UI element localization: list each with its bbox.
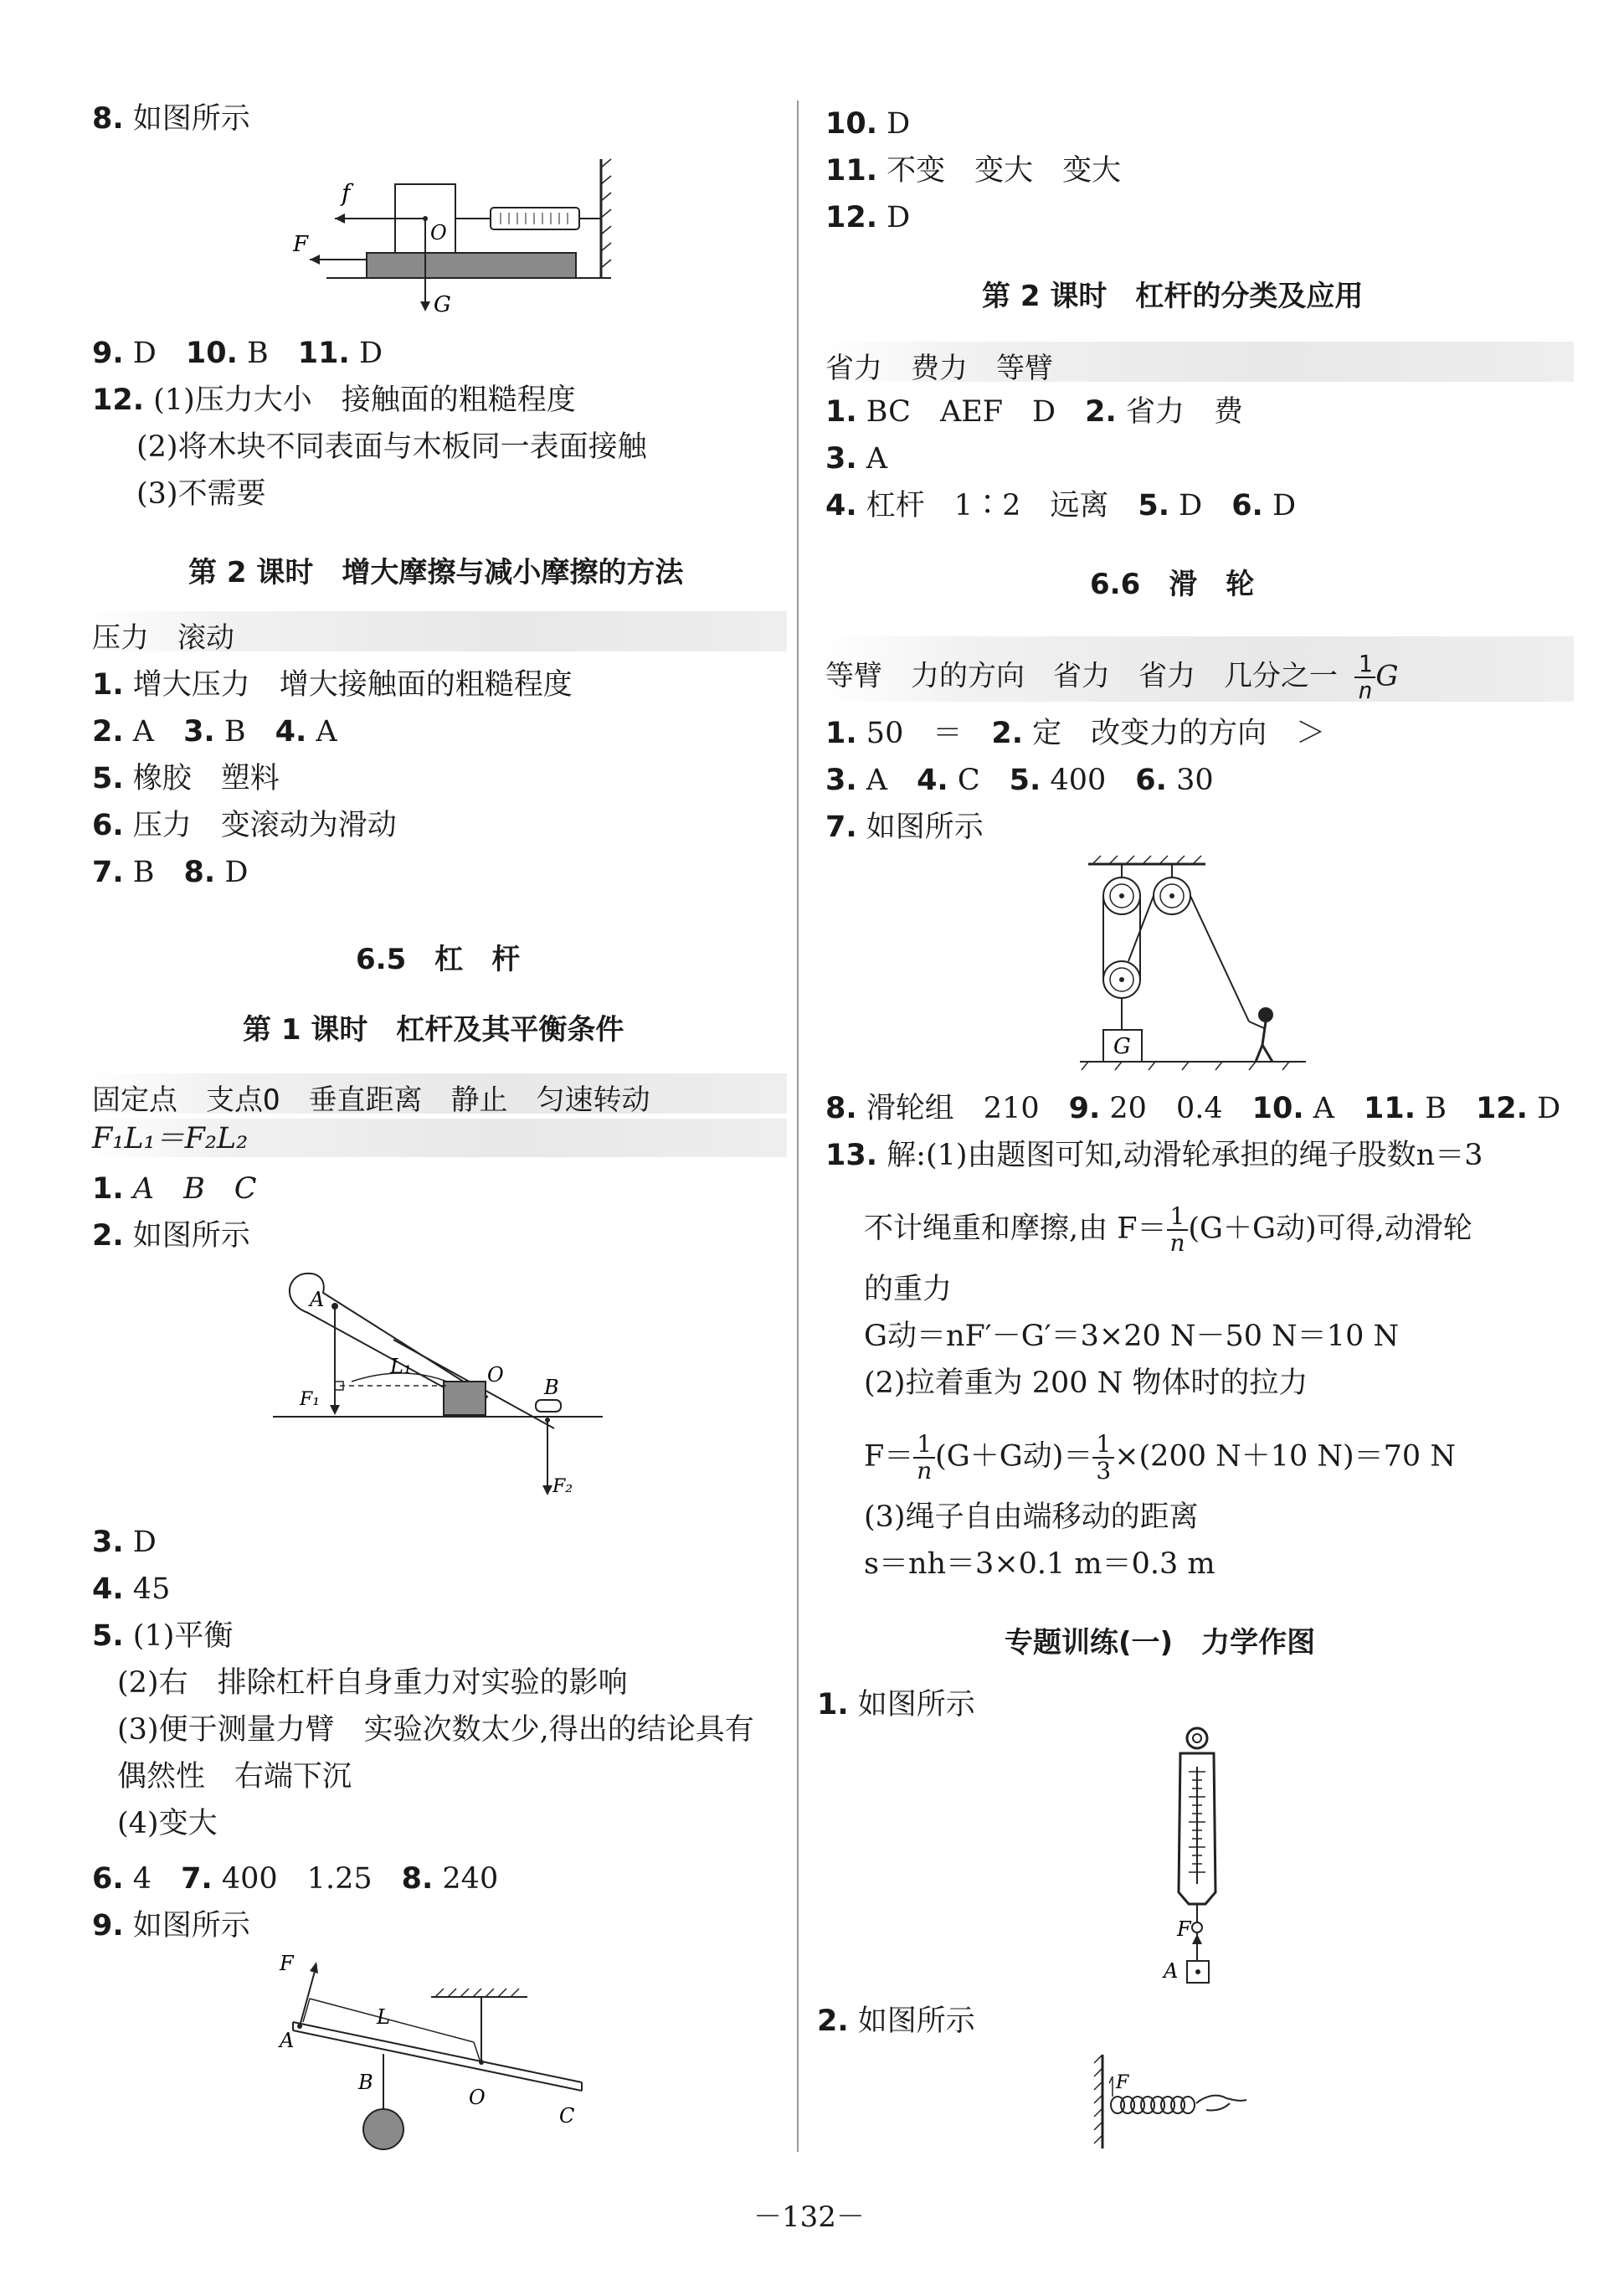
q13-line4: G动＝nF′－G′＝3×20 N－50 N＝10 N bbox=[864, 1320, 1400, 1353]
q9-line: 9. 如图所示 bbox=[92, 1909, 250, 1943]
q13-line1: 13. 解:(1)由题图可知,动滑轮承担的绳子股数n＝3 bbox=[825, 1139, 1483, 1172]
keyword-text: 压力 滚动 bbox=[92, 621, 234, 655]
q13-line2: 不计绳重和摩擦,由 F＝ $\frac{1}{n}$ (G＋G动)可得,动滑轮 bbox=[864, 1202, 1472, 1257]
label-A: A bbox=[310, 1288, 325, 1311]
lever-formula: F₁L₁＝F₂L₂ bbox=[92, 1122, 249, 1155]
q13-line5: (2)拉着重为 200 N 物体时的拉力 bbox=[864, 1366, 1308, 1400]
s65-line4: 4. 45 bbox=[92, 1572, 171, 1606]
page-number: －132－ bbox=[753, 2200, 865, 2234]
keyword-text-lever: 固定点 支点O 垂直距离 静止 匀速转动 bbox=[92, 1083, 650, 1117]
q13-line3: 的重力 bbox=[864, 1273, 953, 1306]
label-F1: F₁ bbox=[300, 1389, 321, 1410]
section-title-lever: 6.5 杠 杆 bbox=[356, 943, 521, 976]
pulley-figure bbox=[1072, 854, 1323, 1080]
fulcrum-block bbox=[444, 1382, 486, 1415]
q5-line4: 偶然性 右端下沉 bbox=[117, 1760, 352, 1793]
section-title-force-drawing: 专题训练(一) 力学作图 bbox=[1005, 1626, 1316, 1660]
label-L: L bbox=[377, 2005, 390, 2029]
section-title-lever-class: 第 2 课时 杠杆的分类及应用 bbox=[982, 280, 1364, 313]
r12-line: 12. D bbox=[825, 201, 911, 234]
s1-line5: 7. B 8. D bbox=[92, 856, 249, 889]
q5-line3: (3)便于测量力臂 实验次数太少,得出的结论具有 bbox=[117, 1713, 754, 1747]
friction-figure bbox=[293, 151, 645, 327]
q12-line1: 12. (1)压力大小 接触面的粗糙程度 bbox=[92, 383, 576, 417]
label-F: F bbox=[293, 232, 309, 257]
hand bbox=[1196, 2096, 1246, 2111]
spring-coils bbox=[1111, 2097, 1195, 2113]
s65-line2: 2. 如图所示 bbox=[92, 1219, 250, 1253]
fraction-1-n-q13: $\frac{1}{n}$ bbox=[1167, 1204, 1189, 1256]
s2-line3: 4. 杠杆 1∶2 远离 5. D 6. D bbox=[825, 489, 1297, 522]
keyword-text-r1: 省力 费力 等臂 bbox=[825, 352, 1053, 385]
s1-line4: 6. 压力 变滚动为滑动 bbox=[92, 809, 397, 842]
q5-line5: (4)变大 bbox=[117, 1807, 218, 1840]
lever-figure-ball bbox=[276, 1955, 594, 2156]
spring-scale-figure bbox=[1147, 1725, 1264, 1993]
q12-line2: (2)将木块不同表面与木板同一表面接触 bbox=[136, 430, 647, 464]
label-O2: O bbox=[487, 1363, 504, 1387]
lever-figure-pliers bbox=[268, 1264, 611, 1507]
q9-11-line: 9. D 10. B 11. D bbox=[92, 337, 383, 370]
spring-scale bbox=[491, 208, 579, 229]
section-title-friction: 第 2 课时 增大摩擦与减小摩擦的方法 bbox=[188, 556, 684, 589]
label-O3: O bbox=[469, 2086, 486, 2109]
fraction-1-n: $\frac{1}{n}$ bbox=[1354, 651, 1375, 703]
s66-line3: 7. 如图所示 bbox=[825, 811, 984, 844]
q13-line7: (3)绳子自由端移动的距离 bbox=[864, 1500, 1199, 1534]
hanging-ball bbox=[363, 2109, 403, 2149]
label-F6: F bbox=[1116, 2072, 1129, 2093]
s66-line4: 8. 滑轮组 210 9. 20 0.4 10. A 11. B 12. D bbox=[825, 1092, 1561, 1125]
q8-line: 8. 如图所示 bbox=[92, 102, 250, 136]
label-F5: F bbox=[1177, 1917, 1191, 1941]
zt1-line: 1. 如图所示 bbox=[817, 1688, 975, 1721]
column-divider bbox=[797, 100, 799, 2152]
label-B: B bbox=[544, 1376, 559, 1399]
label-B3: B bbox=[358, 2071, 373, 2094]
spring-hand-figure bbox=[1092, 2051, 1251, 2152]
label-f: f bbox=[342, 179, 351, 207]
r11-line: 11. 不变 变大 变大 bbox=[825, 154, 1122, 188]
fraction-1-3: $\frac{1}{3}$ bbox=[1092, 1432, 1114, 1484]
label-A5: A bbox=[1164, 1959, 1179, 1983]
label-O: O bbox=[430, 221, 447, 244]
keyword-text-r2: 等臂 力的方向 省力 省力 几分之一 $\frac{1}{n}$ G bbox=[825, 650, 1399, 704]
s1-line2: 2. A 3. B 4. A bbox=[92, 715, 337, 749]
s65-line3: 3. D bbox=[92, 1526, 157, 1559]
q13-line8: s＝nh＝3×0.1 m＝0.3 m bbox=[864, 1547, 1215, 1581]
fraction-1-n-q13b: $\frac{1}{n}$ bbox=[913, 1432, 935, 1484]
section-title-pulley: 6.6 滑 轮 bbox=[1090, 568, 1255, 601]
label-C3: C bbox=[559, 2104, 575, 2128]
label-G: G bbox=[434, 292, 451, 317]
s2-line1: 1. BC AEF D 2. 省力 费 bbox=[825, 395, 1243, 429]
s66-line2: 3. A 4. C 5. 400 6. 30 bbox=[825, 764, 1214, 797]
q12-line3: (3)不需要 bbox=[136, 477, 266, 511]
label-F2: F₂ bbox=[552, 1476, 573, 1497]
label-F3: F bbox=[280, 1955, 294, 1975]
zt2-line: 2. 如图所示 bbox=[817, 2004, 975, 2038]
s1-line3: 5. 橡胶 塑料 bbox=[92, 762, 280, 795]
label-G4: G bbox=[1113, 1034, 1131, 1059]
q5-line2: (2)右 排除杠杆自身重力对实验的影响 bbox=[117, 1666, 628, 1700]
board bbox=[367, 253, 576, 278]
s2-line2: 3. A bbox=[825, 442, 888, 476]
section-subtitle-lever: 第 1 课时 杠杆及其平衡条件 bbox=[243, 1013, 624, 1047]
s65-line5: 5. (1)平衡 bbox=[92, 1619, 234, 1653]
person-head bbox=[1258, 1007, 1273, 1022]
s1-line1: 1. 增大压力 增大接触面的粗糙程度 bbox=[92, 668, 573, 702]
label-L1: L₁ bbox=[390, 1355, 412, 1378]
r10-line: 10. D bbox=[825, 107, 911, 141]
s65-line1: 1. A B C bbox=[92, 1172, 257, 1206]
q6-8-line: 6. 4 7. 400 1.25 8. 240 bbox=[92, 1862, 499, 1896]
s66-line1: 1. 50 ＝ 2. 定 改变力的方向 ＞ bbox=[825, 717, 1326, 750]
q13-line6: F＝ $\frac{1}{n}$ (G＋G动)＝ $\frac{1}{3}$ ×(200 N＋10 N)＝70 N bbox=[864, 1430, 1456, 1485]
label-A3: A bbox=[280, 2029, 295, 2052]
